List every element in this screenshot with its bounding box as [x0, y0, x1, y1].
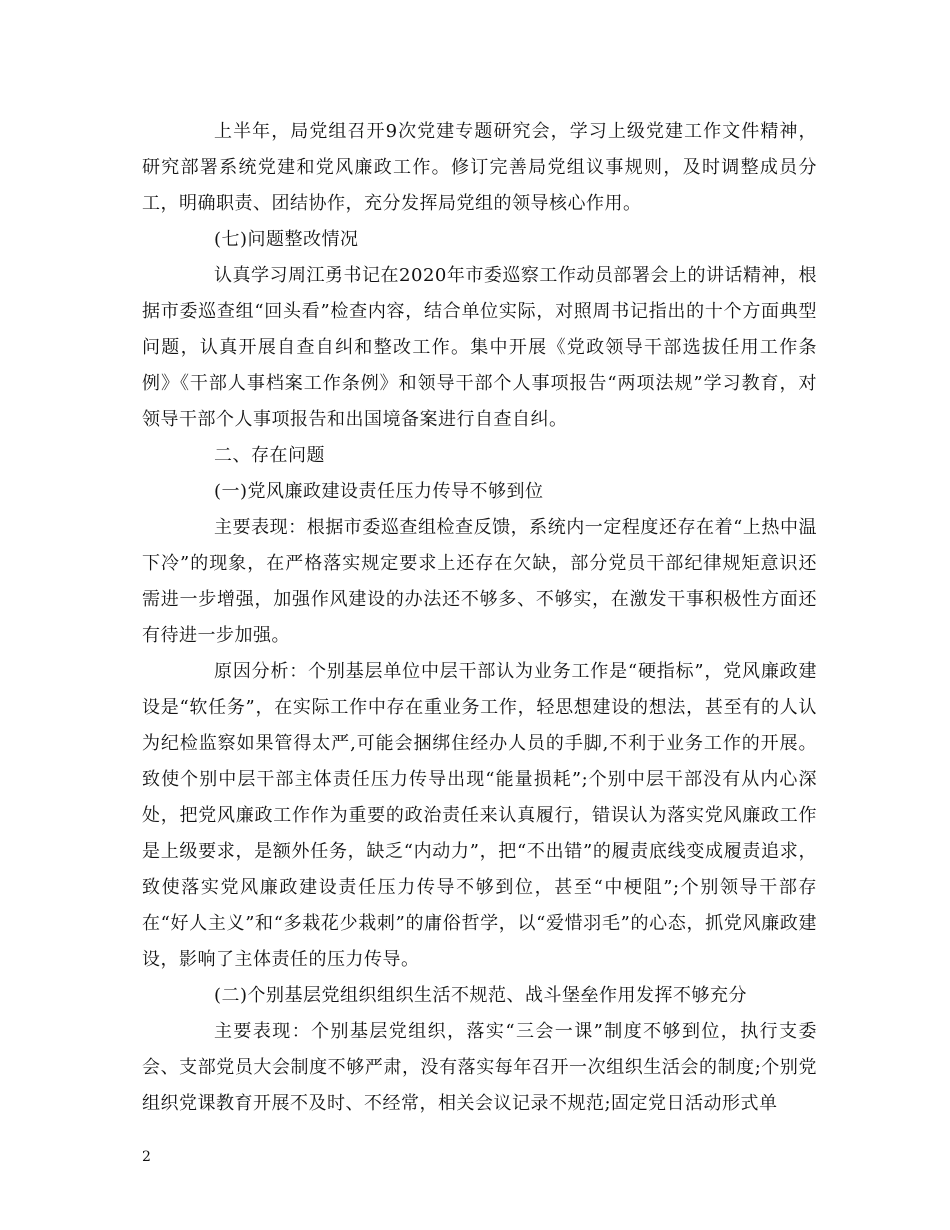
page-number: 2: [142, 1149, 151, 1165]
paragraph-rectification-details: 认真学习周江勇书记在2020年市委巡察工作动员部署会上的讲话精神，根据市委巡查组“回头看”检查内容，结合单位实际，对照周书记指出的十个方面典型问题，认真开展自查自纠和整改工作。集中开展《党政领导干部选拔任用工作条例》《干部人事档案工作条例》和领导干部个人事项报告“两项法规”学习教育，对领导干部个人事项报告和出国境备案进行自查自纠。: [142, 265, 817, 430]
paragraph-cause-analysis: 原因分析：个别基层单位中层干部认为业务工作是“硬指标”，党风廉政建设是“软任务”，在实际工作中存在重业务工作，轻思想建设的想法，甚至有的人认为纪检监察如果管得太严,可能会捆绑住经办人员的手脚,不利于业务工作的开展。致使个别中层干部主体责任压力传导出现“能量损耗”;个别中层干部没有从内心深处，把党风廉政工作作为重要的政治责任来认真履行，错误认为落实党风廉政工作是上级要求，是额外任务，缺乏“内动力”，把“不出错”的履责底线变成履责追求，致使落实党风廉政建设责任压力传导不够到位，甚至“中梗阻”;个别领导干部存在“好人主义”和“多栽花少栽刺”的庸俗哲学，以“爱惜羽毛”的心态，抓党风廉政建设，影响了主体责任的压力传导。: [142, 661, 817, 970]
heading-problem-one: (一)党风廉政建设责任压力传导不够到位: [214, 481, 544, 502]
document-body: [142, 114, 817, 1122]
paragraph-main-performance-one: 主要表现：根据市委巡查组检查反馈，系统内一定程度还存在着“上热中温下冷”的现象，在严格落实规定要求上还存在欠缺，部分党员干部纪律规矩意识还需进一步增强，加强作风建设的办法还不够多、不够实，在激发干事积极性方面还有待进一步加强。: [142, 517, 817, 646]
heading-rectification-status: (七)问题整改情况: [214, 229, 359, 250]
paragraph-party-group-meetings: 上半年，局党组召开9次党建专题研究会，学习上级党建工作文件精神，研究部署系统党建和党风廉政工作。修订完善局党组议事规则，及时调整成员分工，明确职责、团结协作，充分发挥局党组的领导核心作用。: [142, 121, 817, 214]
heading-existing-problems: 二、存在问题: [214, 445, 325, 466]
heading-problem-two: (二)个别基层党组织组织生活不规范、战斗堡垒作用发挥不够充分: [214, 985, 748, 1006]
paragraph-main-performance-two: 主要表现：个别基层党组织，落实“三会一课”制度不够到位，执行支委会、支部党员大会制度不够严肃，没有落实每年召开一次组织生活会的制度;个别党组织党课教育开展不及时、不经常，相关会议记录不规范;固定党日活动形式单: [142, 1021, 817, 1114]
